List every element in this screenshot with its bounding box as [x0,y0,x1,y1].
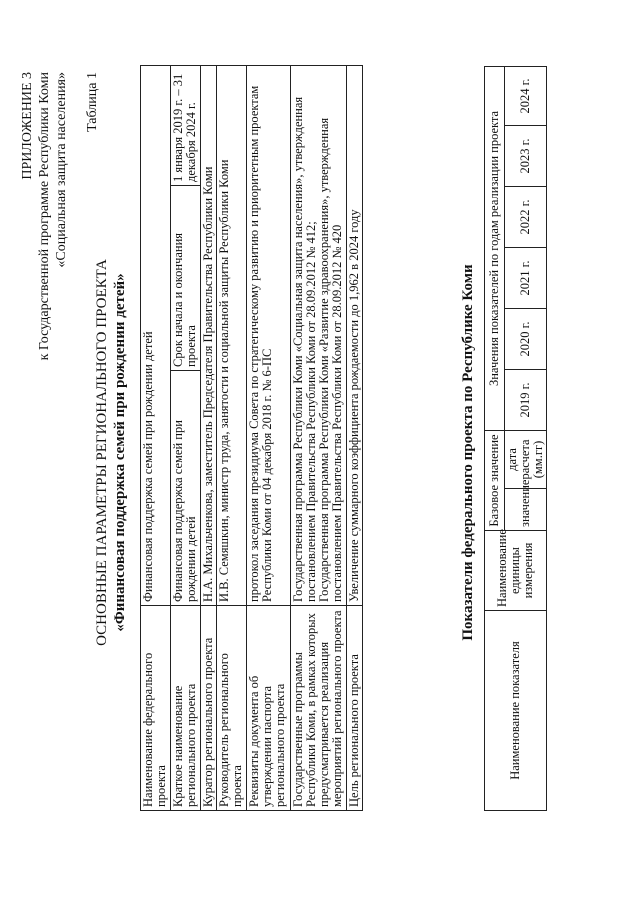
label-cell: Реквизиты документа об утверждении паспорта регионального проекта [247,606,291,811]
program-name: «Социальная защита населения» [54,72,69,268]
year-header: 2024 г. [505,66,547,125]
table-row [291,65,347,810]
value-cell: Увеличение суммарного коэффициента рождаемости до 1,962 в 2024 году [347,65,363,605]
year-header: 2022 г. [505,186,547,247]
appendix-label: ПРИЛОЖЕНИЕ 3 [20,72,35,180]
value-cell [291,65,347,605]
label-cell: Государственные программы Республики Коми, в рамках которых предусматривается реализация мероприятий регионального проекта [291,606,347,811]
value-cell: 1 января 2019 г. – 31 декабря 2024 г. [171,65,201,185]
table-row [247,65,291,810]
value-cell: Н.А. Михальченкова, заместитель Председателя Правительства Республики Коми [201,65,217,605]
page-subtitle: «Финансовая поддержка семей при рождении детей» [112,273,128,632]
label-cell: Наименование федерального проекта [141,606,171,811]
column-header: Значения показателей по годам реализации проекта [485,66,505,430]
value-cell: протокол заседания президиума Совета по стратегическому развитию и приоритетным проектам Республики Коми от 04 декабря 2018 г. № 6-ПС [247,65,291,605]
year-header: 2019 г. [505,369,547,430]
year-header: 2021 г. [505,247,547,308]
table-row [171,65,201,810]
indicators-heading: Показатели федерального проекта по Республике Коми [460,264,476,641]
table-row [201,65,217,810]
indicators-table [484,66,547,811]
table-row [141,65,171,810]
table-row [347,65,363,810]
label-cell: Краткое наименование регионального проекта [171,606,201,811]
label-cell: Руководитель регионального проекта [217,606,247,811]
column-header: Наименование показателя [485,611,547,811]
value-cell: И.В. Семяшкин, министр труда, занятости и социальной защиты Республики Коми [217,65,247,605]
table-label: Таблица 1 [85,72,100,132]
column-header: дата расчета (мм.гг) [505,430,547,488]
value-cell: Финансовая поддержка семей при рождении детей [141,65,171,605]
program-item: Государственная программа Республики Коми «Социальная защита населения», утвержденная постановлением Правительства Республики Коми от 28.09.2012 № 412; [291,96,318,602]
label-cell: Цель регионального проекта [347,606,363,811]
table-row [217,65,247,810]
program-reference: к Государственной программе Республики Коми [37,72,52,361]
project-parameters-table [140,65,363,811]
column-header: значение [505,489,547,531]
label-cell: Срок начала и окончания проекта [171,186,201,371]
column-header: Базовое значение [485,430,505,530]
program-item: Государственная программа Республики Коми «Развитие здравоохранения», утвержденная постановлением Правительства Республики Коми от 28.09.2012 № 420 [317,117,344,602]
label-cell: Куратор регионального проекта [201,606,217,811]
column-header: Наименование единицы измерения [485,531,547,611]
year-header: 2020 г. [505,308,547,369]
value-cell: Финансовая поддержка семей при рождении детей [171,371,201,606]
year-header: 2023 г. [505,125,547,186]
table-header-row [485,66,505,810]
page-title: ОСНОВНЫЕ ПАРАМЕТРЫ РЕГИОНАЛЬНОГО ПРОЕКТА [94,259,110,646]
